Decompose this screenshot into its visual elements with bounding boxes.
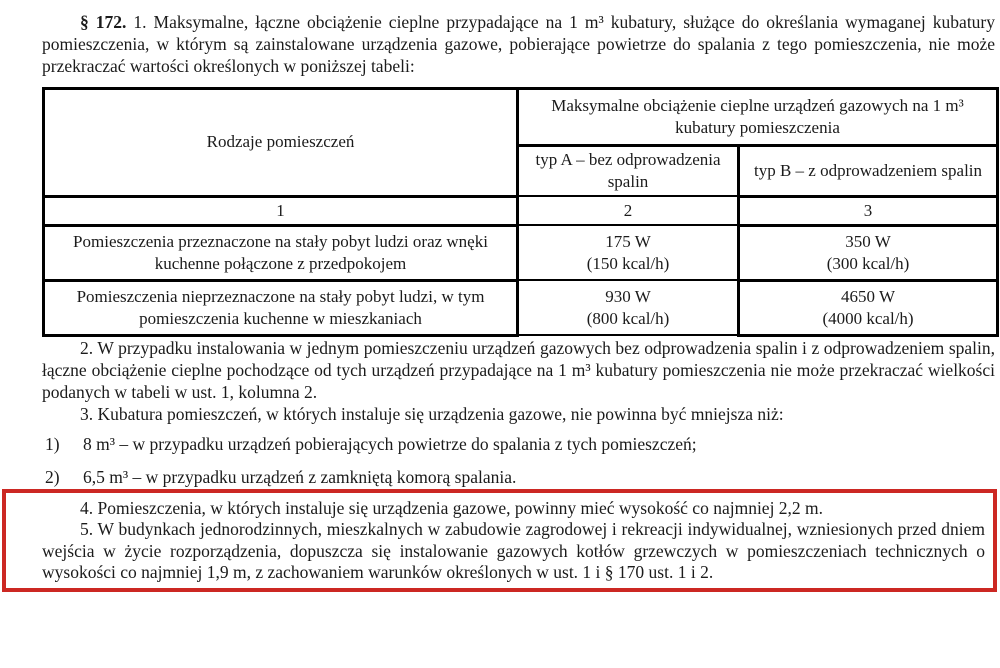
table-row [44, 280, 998, 335]
load-header-cell: Maksymalne obciążenie cieplne urządzeń gazowych na 1 m³ kubatury pomieszczenia [518, 89, 998, 146]
paragraph-ust-3: 3. Kubatura pomieszczeń, w których instaluje się urządzenia gazowe, nie powinna być mniejsza niż: [80, 403, 784, 424]
paragraph-ust-1 [42, 11, 995, 77]
numbered-list [42, 433, 995, 488]
list-item-marker: 2) [45, 466, 60, 487]
type-a-header-cell: typ A – bez odprowadzenia spalin [518, 146, 739, 197]
paragraph-ust-2: 2. W przypadku instalowania w jednym pomieszczeniu urządzeń gazowych bez odprowadzenia spalin i z odprowadzeniem spalin, łączne obciążenie cieplne pochodzące od tych urządzeń przypadające na 1 m³ kubatury pomieszczenia nie może przekraczać wielkości podanych w tabeli w ust. 1, kolumna 2. [42, 337, 995, 402]
paragraph-ust-5: 5. W budynkach jednorodzinnych, mieszkalnych w zabudowie zagrodowej i rekreacji indywidualnej, wzniesionych przed dniem wejścia w życie rozporządzenia, dopuszcza się instalowanie gazowych kotłów grzewczych w pomieszczeniach technicznych o wysokości co najmniej 1,9 m, z zachowaniem warunków określonych w ust. 1 i § 170 ust. 1 i 2. [42, 519, 985, 582]
table-header-row-1 [44, 89, 998, 146]
rooms-cell: Pomieszczenia przeznaczone na stały pobyt ludzi oraz wnęki kuchenne połączone z przedpokojem [44, 225, 518, 280]
watt-value: 350 W [845, 231, 891, 251]
rooms-header-cell: Rodzaje pomieszczeń [44, 89, 518, 197]
kcal-value: (800 kcal/h) [586, 308, 670, 328]
list-item-text: 8 m³ – w przypadku urządzeń pobierających powietrze do spalania z tych pomieszczeń; [83, 433, 697, 454]
list-item-text: 6,5 m³ – w przypadku urządzeń z zamkniętą komorą spalania. [83, 466, 517, 487]
type-b-header-cell: typ B – z odprowadzeniem spalin [739, 146, 998, 197]
type-a-value-cell [518, 280, 739, 335]
kcal-value: (300 kcal/h) [826, 253, 910, 273]
table-row [44, 225, 998, 280]
watt-value: 175 W [605, 231, 651, 251]
watt-value: 4650 W [841, 286, 895, 306]
kcal-value: (150 kcal/h) [586, 253, 670, 273]
type-a-value-cell [518, 225, 739, 280]
paragraph-ust-4: 4. Pomieszczenia, w których instaluje się urządzenia gazowe, powinny mieć wysokość co najmniej 2,2 m. [80, 497, 824, 518]
column-number-1: 1 [44, 196, 518, 225]
kcal-value: (4000 kcal/h) [822, 308, 914, 328]
list-item-marker: 1) [45, 433, 60, 454]
rooms-cell: Pomieszczenia nieprzeznaczone na stały pobyt ludzi, w tym pomieszczenia kuchenne w mieszkaniach [44, 280, 518, 335]
column-number-row [44, 196, 998, 225]
section-number: § 172. [80, 12, 127, 32]
max-thermal-load-table [42, 87, 999, 337]
type-b-value-cell [739, 280, 998, 335]
list-item [42, 466, 995, 488]
column-number-3: 3 [739, 196, 998, 225]
list-item [42, 433, 995, 455]
column-number-2: 2 [518, 196, 739, 225]
watt-value: 930 W [605, 286, 651, 306]
paragraph-ust-1-text: 1. Maksymalne, łączne obciążenie cieplne przypadające na 1 m³ kubatury, służące do określania wymaganej kubatury pomieszczenia, w którym są zainstalowane urządzenia gazowe, pobierające powietrze do spalania z tego pomieszczenia, nie może przekraczać wartości określonych w poniższej tabeli: [42, 12, 996, 76]
type-b-value-cell [739, 225, 998, 280]
highlight-box [2, 489, 997, 592]
